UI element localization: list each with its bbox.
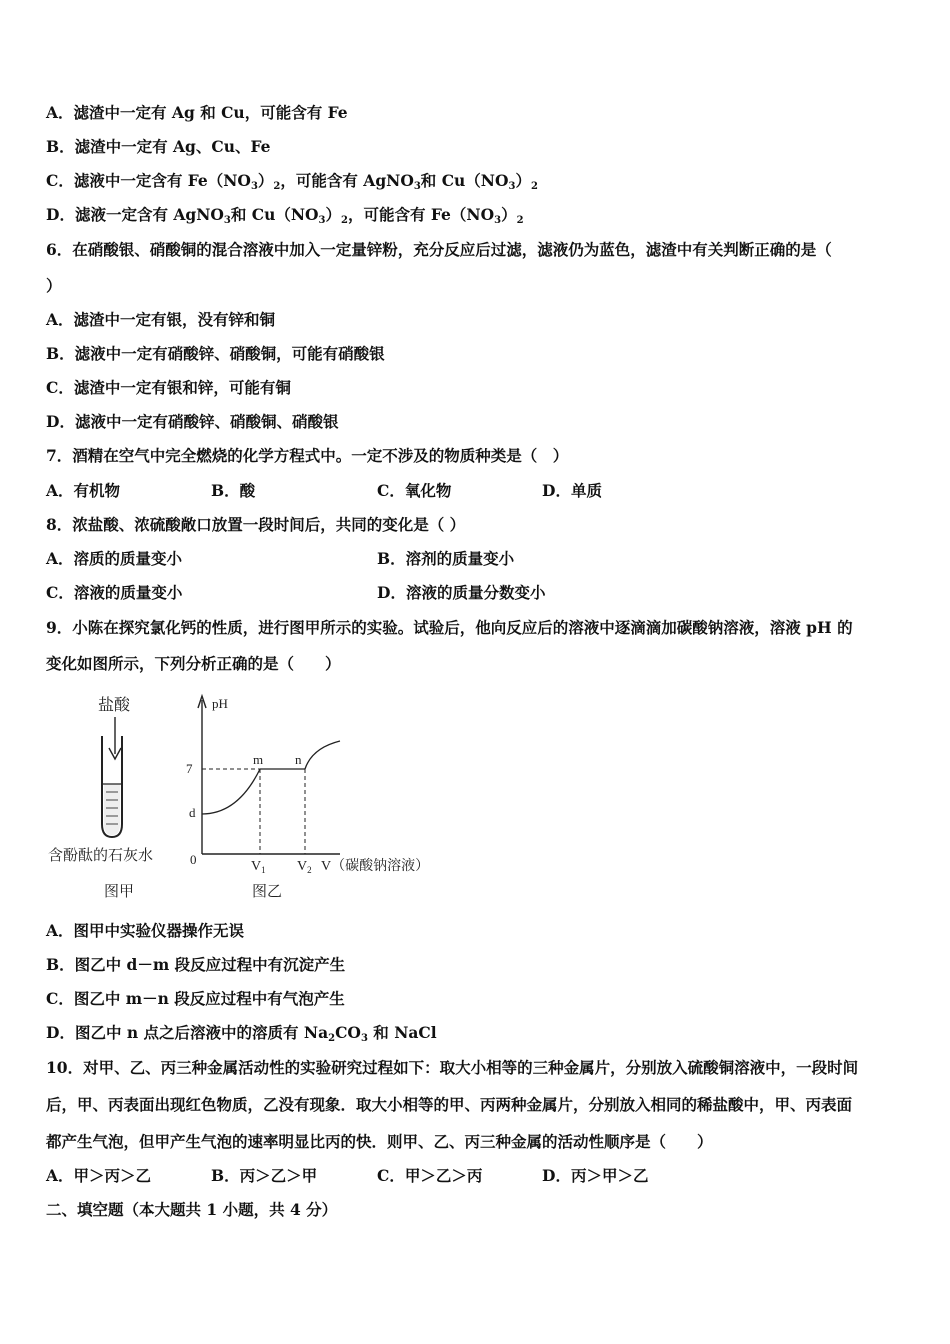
q10-stem-line2: 后，甲、丙表面出现红色物质，乙没有现象．取大小相等的甲、丙两种金属片，分别放入相同的稀盐酸中，甲、丙表面 [46,1095,853,1114]
q6-option-d: D．滤液中一定有硝酸锌、硝酸铜、硝酸银 [46,412,339,431]
y-tick-7: 7 [186,761,193,776]
q5-option-c: C．滤液中一定含有 $Fe(NO_3)_2$，可能含有 AgNO$_3$和 $Cu(NO_3)_2$ [46,171,538,192]
q10-option-c: C．甲＞乙＞丙 [377,1166,483,1185]
curve-d-to-m [202,769,260,814]
q7-stem: 7．酒精在空气中完全燃烧的化学方程式中。一定不涉及的物质种类是（ ） [46,446,569,465]
q7-option-c: C．氧化物 [377,481,452,500]
q10-option-b: B．丙＞乙＞甲 [211,1166,318,1185]
q6-stem-line2: ） [46,276,62,295]
q9-option-b: B．图乙中 d－m 段反应过程中有沉淀产生 [46,955,346,974]
caption-figure-b: 图乙 [252,882,283,900]
q7-option-a: A．有机物 [46,481,121,500]
curve-after-n [305,741,340,769]
origin-label: 0 [190,852,197,867]
tube-label-top: 盐酸 [98,695,131,714]
q8-option-c: C．溶液的质量变小 [46,583,183,602]
caption-figure-a: 图甲 [104,882,135,900]
q9-stem-line2: 变化如图所示，下列分析正确的是（ ） [46,654,341,673]
q9-option-d: D．图乙中 n 点之后溶液中的溶质有 $Na_2CO_3$ 和 NaCl [46,1023,437,1044]
tube-label-bottom: 含酚酞的石灰水 [48,846,154,864]
q6-option-a: A．滤渣中一定有银，没有锌和铜 [46,310,276,329]
y-axis-label: pH [212,696,228,711]
v1-label: $V_1$ [251,859,266,875]
q9-stem-line1: 9．小陈在探究氯化钙的性质，进行图甲所示的实验。试验后，他向反应后的溶液中逐滴滴加碳酸钠溶液，溶液 pH 的 [46,618,853,637]
q8-option-d: D．溶液的质量分数变小 [377,583,546,602]
q10-option-a: A．甲＞丙＞乙 [46,1166,152,1185]
q10-option-d: D．丙＞甲＞乙 [542,1166,649,1185]
q7-option-d: D．单质 [542,481,602,500]
q8-option-b: B．溶剂的质量变小 [377,549,515,568]
q6-option-c: C．滤渣中一定有银和锌，可能有铜 [46,378,291,397]
x-axis-label: V（碳酸钠溶液） [321,859,430,874]
q10-stem-line1: 10．对甲、乙、丙三种金属活动性的实验研究过程如下：取大小相等的三种金属片，分别放入硫酸铜溶液中，一段时间 [46,1058,859,1077]
point-d-label: d [189,805,196,820]
q9-option-a: A．图甲中实验仪器操作无误 [46,921,245,940]
q10-stem-line3: 都产生气泡，但甲产生气泡的速率明显比丙的快．则甲、乙、丙三种金属的活动性顺序是（ ） [46,1132,713,1151]
section-2-heading: 二、填空题（本大题共 1 小题，共 4 分） [46,1200,338,1219]
q5-option-b: B．滤渣中一定有 Ag、Cu、Fe [46,137,271,156]
q6-stem-line1: 6．在硝酸银、硝酸铜的混合溶液中加入一定量锌粉，充分反应后过滤，滤液仍为蓝色，滤渣中有关判断正确的是（ [46,240,832,259]
q9-option-c: C．图乙中 m－n 段反应过程中有气泡产生 [46,989,345,1008]
q5-option-a: A．滤渣中一定有 Ag 和 Cu，可能含有 Fe [46,103,348,122]
q9-figure [40,684,470,906]
point-n-label: n [295,752,302,767]
q6-option-b: B．滤液中一定有硝酸锌、硝酸铜，可能有硝酸银 [46,344,385,363]
q7-option-b: B．酸 [211,481,256,500]
point-m-label: m [253,752,264,767]
q5-option-d: D．滤液一定含有 AgNO$_3$和 $Cu(NO_3)_2$，可能含有 $Fe(NO_3)_2$ [46,205,524,226]
q8-stem: 8．浓盐酸、浓硫酸敞口放置一段时间后，共同的变化是（ ） [46,515,466,534]
v2-label: $V_2$ [297,859,312,875]
q8-option-a: A．溶质的质量变小 [46,549,183,568]
